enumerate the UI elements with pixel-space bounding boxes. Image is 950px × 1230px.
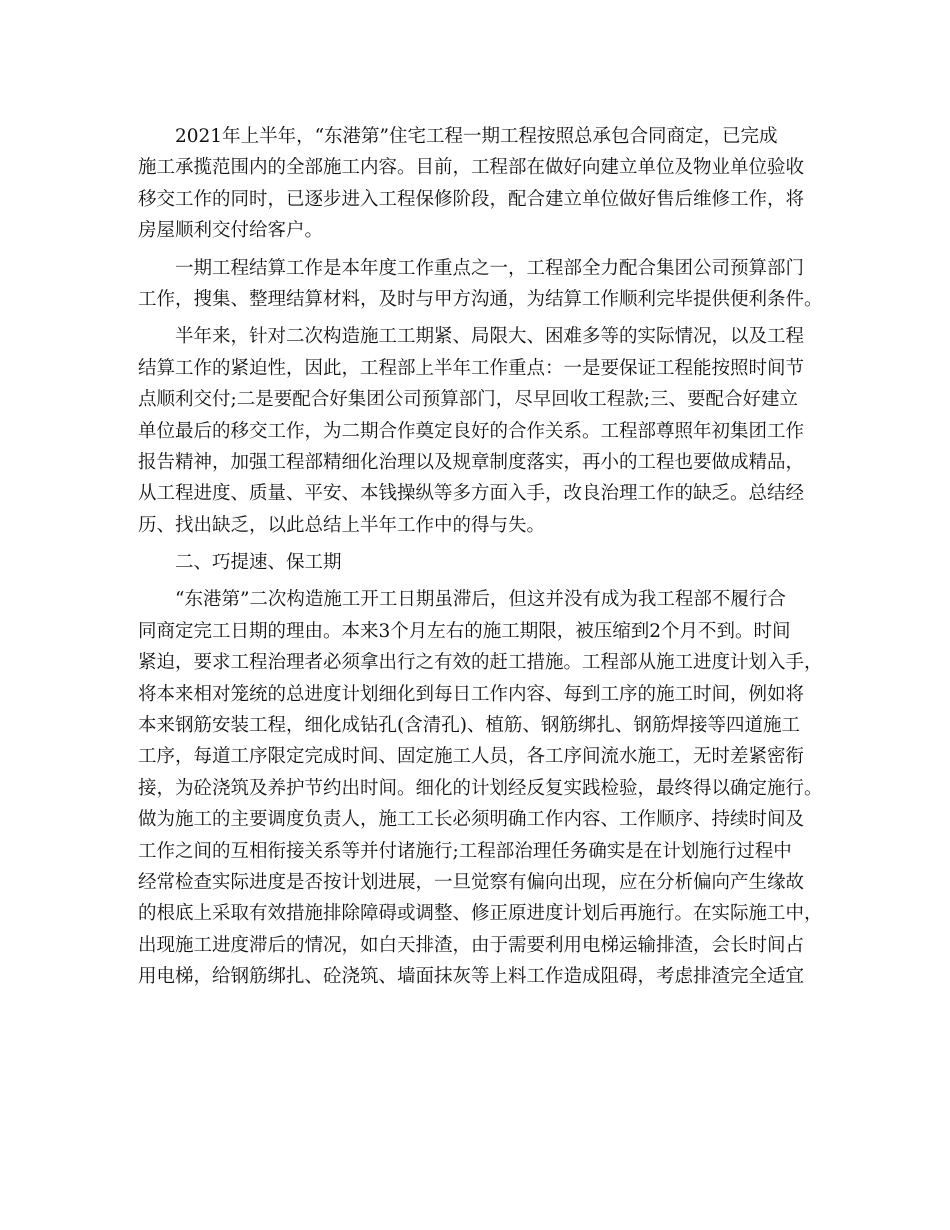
section-heading	[138, 547, 828, 578]
paragraph-3	[138, 321, 828, 541]
text-line: 单位最后的移交工作，为二期合作奠定良好的合作关系。工程部尊照年初集团工作	[138, 420, 805, 442]
text-line: 工作之间的互相衔接关系等并付诸施行;工程部治理任务确实是在计划施行过程中	[138, 840, 792, 862]
text-line: 本来钢筋安装工程，细化成钻孔(含清孔)、植筋、钢筋绑扎、钢筋焊接等四道施工	[138, 715, 800, 737]
text-line: 出现施工进度滞后的情况，如白天排渣，由于需要利用电梯运输排渣，会长时间占	[138, 934, 805, 956]
section-heading-text: 二、巧提速、保工期	[175, 552, 342, 574]
text-line: 历、找出缺乏，以此总结上半年工作中的得与失。	[138, 514, 546, 536]
text-line: 施工承揽范围内的全部施工内容。目前，工程部在做好向建立单位及物业单位验收	[138, 157, 805, 179]
paragraph-1	[138, 121, 828, 247]
text-line: 将本来相对笼统的总进度计划细化到每日工作内容、每到工序的施工时间，例如将	[138, 683, 805, 705]
paragraph-2	[138, 253, 828, 316]
text-line: 紧迫，要求工程治理者必须拿出行之有效的赶工措施。工程部从施工进度计划入手，	[138, 652, 823, 674]
text-line: 用电梯，给钢筋绑扎、砼浇筑、墙面抹灰等上料工作造成阻碍，考虑排渣完全适宜	[138, 966, 805, 988]
text-line: 工序，每道工序限定完成时间、固定施工人员，各工序间流水施工，无时差紧密衔	[138, 746, 805, 768]
text-line: 经常检查实际进度是否按计划进展，一旦觉察有偏向出现，应在分析偏向产生缘故	[138, 871, 805, 893]
document-body	[138, 121, 828, 993]
text-line: 同商定完工日期的理由。本来3个月左右的施工期限，被压缩到2个月不到。时间	[138, 620, 791, 642]
paragraph-4	[138, 584, 828, 992]
text-line: 从工程进度、质量、平安、本钱操纵等多方面入手，改良治理工作的缺乏。总结经	[138, 483, 805, 505]
text-line: 半年来，针对二次构造施工工期紧、局限大、困难多等的实际情况，以及工程	[175, 326, 805, 348]
text-line: 点顺利交付;二是要配合好集团公司预算部门，尽早回收工程款;三、要配合好建立	[138, 389, 798, 411]
text-line: 报告精神，加强工程部精细化治理以及规章制度落实，再小的工程也要做成精品，	[138, 451, 805, 473]
text-line: “东港第”二次构造施工开工日期虽滞后，但这并没有成为我工程部不履行合	[175, 589, 786, 611]
text-line: 房屋顺利交付给客户。	[138, 220, 324, 242]
text-line: 2021年上半年，“东港第”住宅工程一期工程按照总承包合同商定，已完成	[175, 126, 778, 147]
text-line: 做为施工的主要调度负责人，施工工长必须明确工作内容、工作顺序、持续时间及	[138, 809, 805, 831]
text-line: 工作，搜集、整理结算材料，及时与甲方沟通，为结算工作顺利完毕提供便利条件。	[138, 288, 823, 310]
text-line: 接，为砼浇筑及养护节约出时间。细化的计划经反复实践检验，最终得以确定施行。	[138, 777, 823, 799]
text-line: 一期工程结算工作是本年度工作重点之一，工程部全力配合集团公司预算部门	[175, 257, 805, 279]
text-line: 移交工作的同时，已逐步进入工程保修阶段，配合建立单位做好售后维修工作，将	[138, 188, 805, 210]
text-line: 的根底上采取有效措施排除障碍或调整、修正原进度计划后再施行。在实际施工中，	[138, 903, 823, 925]
text-line: 结算工作的紧迫性，因此，工程部上半年工作重点：一是要保证工程能按照时间节	[138, 357, 805, 379]
